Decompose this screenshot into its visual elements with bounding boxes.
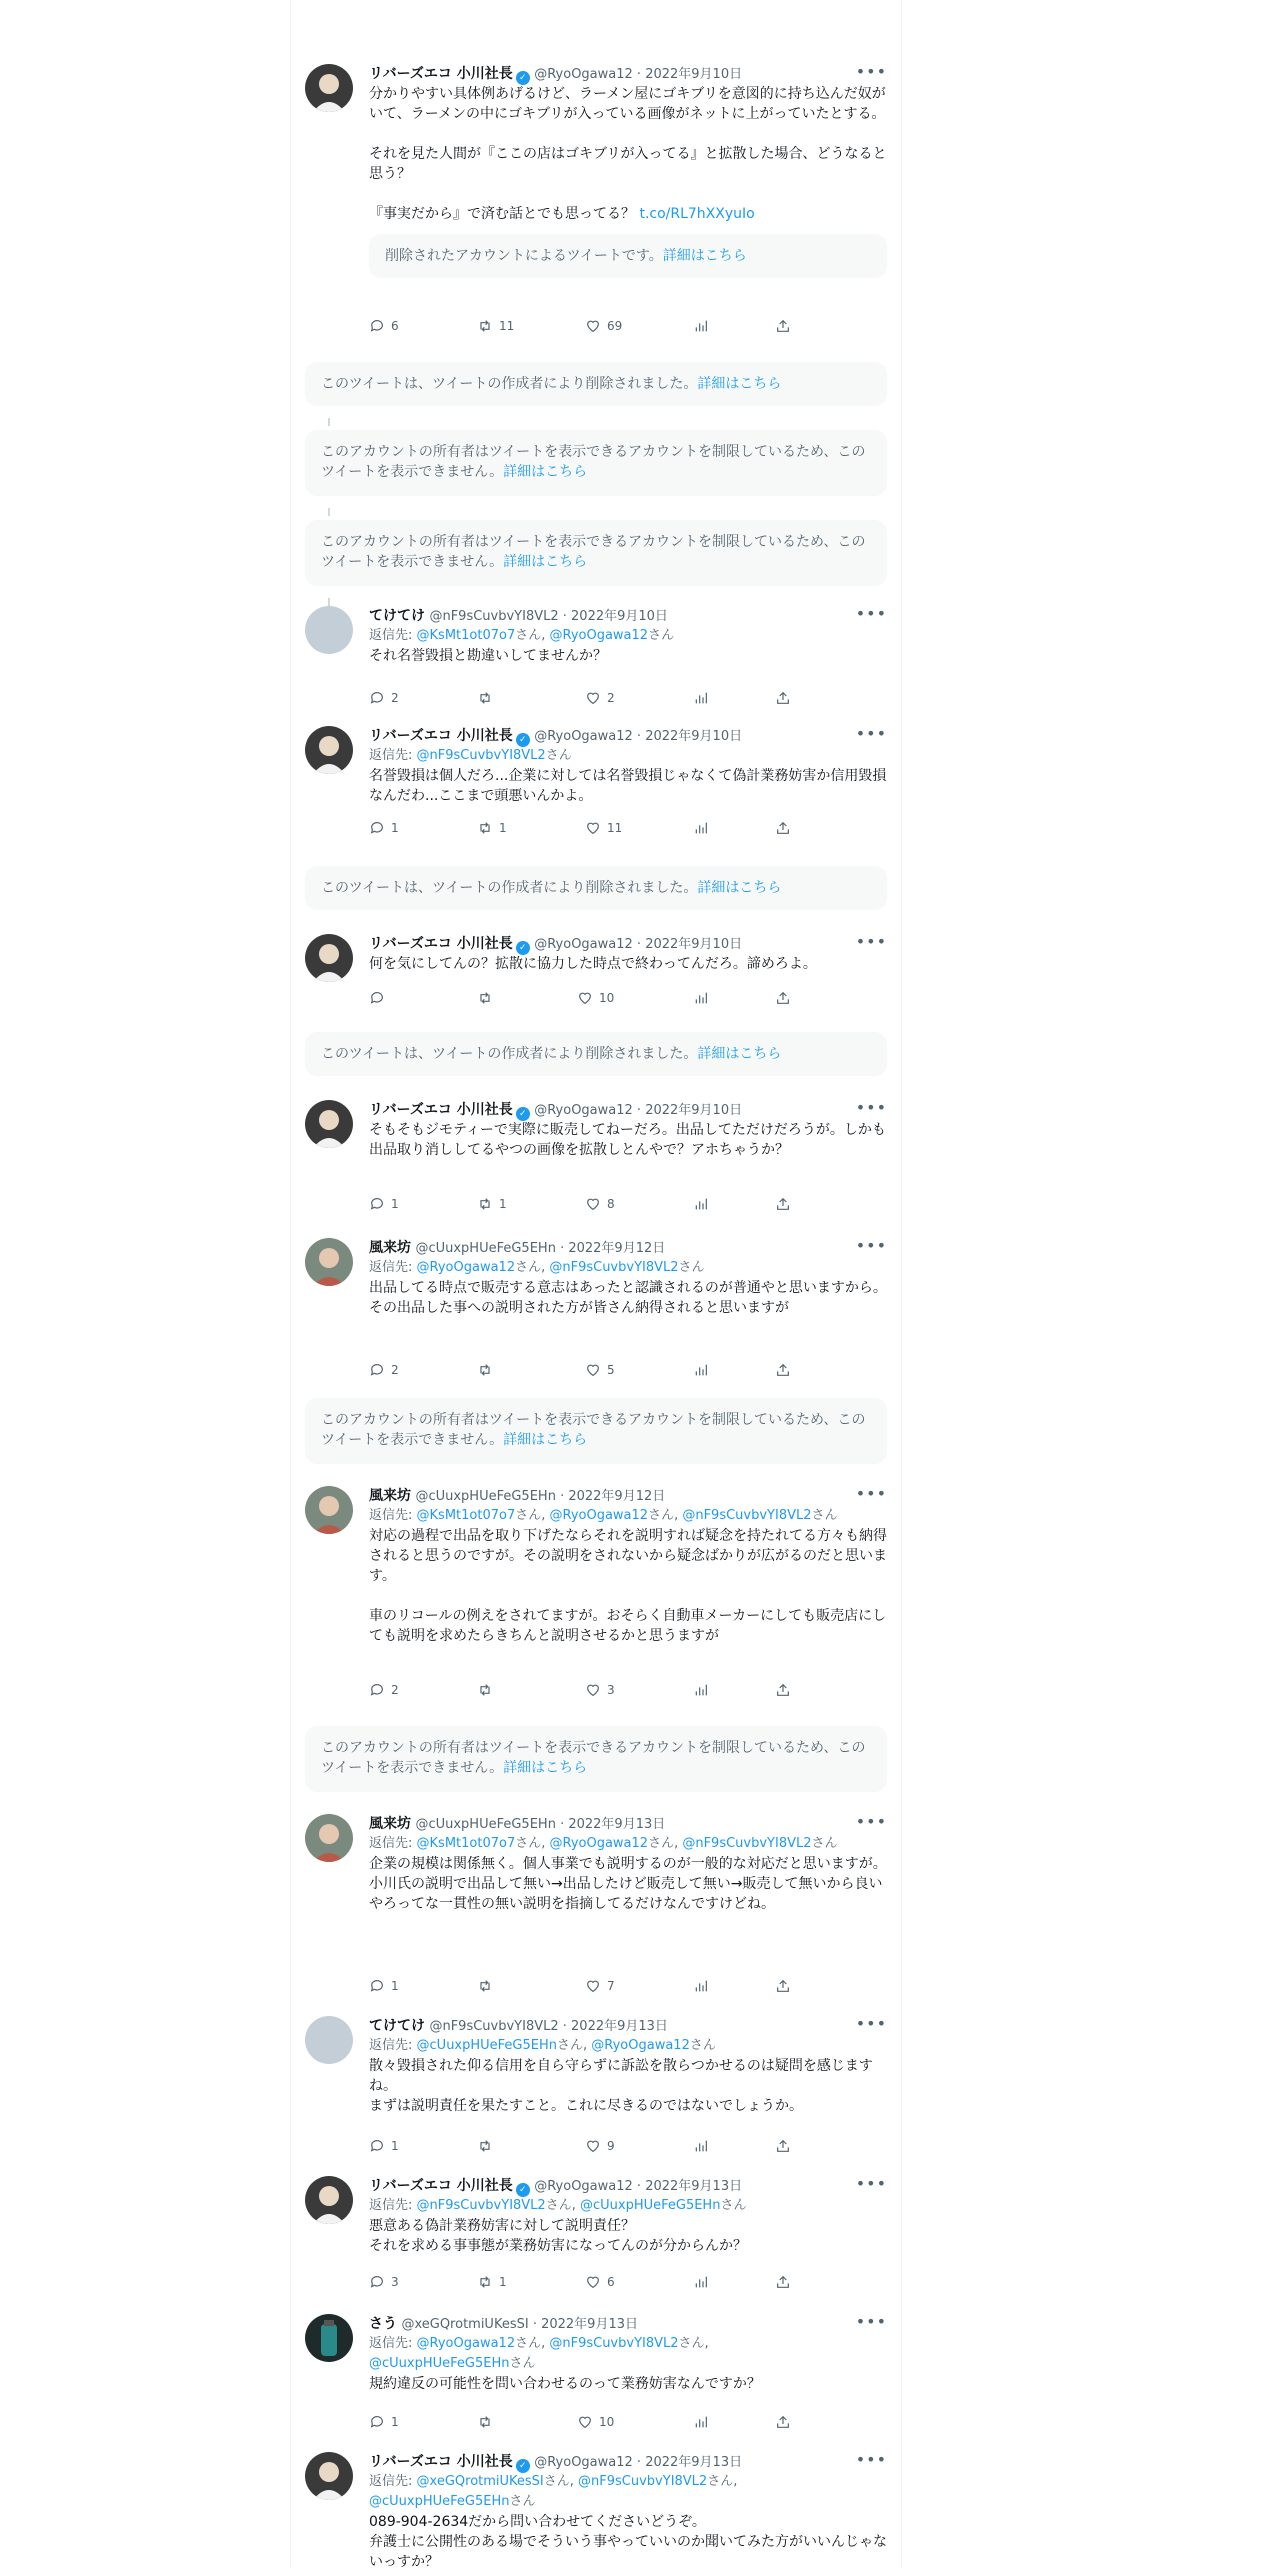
retweet-button[interactable]: 1 <box>477 2274 507 2290</box>
tweet-text: 名誉毀損は個人だろ...企業に対しては名誉毀損じゃなくて偽計業務妨害か信用毀損なんだわ...ここまで頭悪いんかよ。 <box>369 768 887 804</box>
share-icon <box>775 690 791 706</box>
learn-more-link[interactable]: 詳細はこちら <box>503 1760 588 1776</box>
learn-more-link[interactable]: 詳細はこちら <box>662 248 747 264</box>
share-button[interactable] <box>775 1682 791 1698</box>
views-button[interactable] <box>693 1196 709 1212</box>
learn-more-link[interactable]: 詳細はこちら <box>697 880 782 896</box>
analytics-icon <box>693 318 709 334</box>
timestamp[interactable]: 2022年9月10日 <box>645 67 743 82</box>
handle[interactable]: @nF9sCuvbvYI8VL2 <box>429 609 559 624</box>
retweet-icon <box>477 2274 493 2290</box>
avatar[interactable] <box>305 934 353 982</box>
share-button[interactable] <box>775 2414 791 2430</box>
reply-context: 返信先: @nF9sCuvbvYI8VL2さん <box>369 748 572 763</box>
retweet-button[interactable]: 11 <box>477 318 514 334</box>
reply-context: 返信先: @nF9sCuvbvYI8VL2さん, @cUuxpHUeFeG5EHnさん <box>369 2198 747 2213</box>
reply-icon <box>369 318 385 334</box>
mention-link[interactable]: @cUuxpHUeFeG5EHn <box>579 2198 721 2213</box>
reply-context: 返信先: @RyoOgawa12さん, @nF9sCuvbvYI8VL2さん, @cUuxpHUeFeG5EHnさん <box>369 2336 709 2371</box>
views-button[interactable] <box>693 990 709 1006</box>
timestamp[interactable]: 2022年9月13日 <box>645 2179 743 2194</box>
reply-button[interactable]: 2 <box>369 1362 399 1378</box>
reply-button[interactable]: 2 <box>369 690 399 706</box>
tweet-text: それ名誉毀損と勘違いしてませんか？ <box>369 648 607 664</box>
reply-icon <box>369 1682 385 1698</box>
views-button[interactable] <box>693 1362 709 1378</box>
mention-link[interactable]: @RyoOgawa12 <box>416 2336 516 2351</box>
handle[interactable]: @cUuxpHUeFeG5EHn <box>415 1241 556 1256</box>
reply-icon <box>369 690 385 706</box>
tweet[interactable]: リバーズエコ 小川社長 ✓ @RyoOgawa12 · 2022年9月10日 ••• 返信先: @nF9sCuvbvYI8VL2さん 名誉毀損は個人だろ...企業に対しては名誉毀損じゃなくて偽計業務妨害か信用毀損なんだわ...ここまで頭悪いんかよ。 1 1 11 <box>305 726 887 846</box>
share-button[interactable] <box>775 1196 791 1212</box>
like-button[interactable]: 6 <box>585 2274 615 2290</box>
mention-link[interactable]: @RyoOgawa12 <box>549 1508 649 1523</box>
thread-line <box>328 418 330 426</box>
avatar[interactable] <box>305 2016 353 2064</box>
heart-icon <box>585 318 601 334</box>
retweet-button[interactable] <box>477 2138 499 2154</box>
heart-icon <box>577 990 593 1006</box>
share-button[interactable] <box>775 1978 791 1994</box>
timestamp[interactable]: 2022年9月13日 <box>568 1817 666 1832</box>
display-name[interactable]: てけてけ <box>369 608 425 624</box>
share-icon <box>775 1978 791 1994</box>
tweet[interactable]: 風来坊 @cUuxpHUeFeG5EHn · 2022年9月13日 ••• 返信先: @KsMt1ot07o7さん, @RyoOgawa12さん, @nF9sCuvbvYI8VL2さん 企業の規模は関係無く。個人事業でも説明するのが一般的な対応だと思いますが。小川氏の説明で出品して無い→出品したけど販売して無い→販売して無いから良いやろってな一貫性の無い説明を指摘してるだけなんですけどね。 1 7 <box>305 1814 887 1994</box>
mention-link[interactable]: @cUuxpHUeFeG5EHn <box>369 2356 510 2371</box>
display-name[interactable]: 風来坊 <box>369 1816 411 1832</box>
retweet-button[interactable] <box>477 990 499 1006</box>
retweet-icon <box>477 690 493 706</box>
timestamp[interactable]: 2022年9月10日 <box>571 609 668 624</box>
share-button[interactable] <box>775 318 791 334</box>
analytics-icon <box>693 1978 709 1994</box>
more-icon[interactable]: ••• <box>855 1812 887 1831</box>
analytics-icon <box>693 1196 709 1212</box>
tweet[interactable]: 風来坊 @cUuxpHUeFeG5EHn · 2022年9月12日 ••• 返信先: @RyoOgawa12さん, @nF9sCuvbvYI8VL2さん 出品してる時点で販売する意志はあったと認識されるのが普通やと思いますから。その出品した事への説明された方が皆さん納得されると思いますが 2 5 <box>305 1238 887 1388</box>
mention-link[interactable]: @cUuxpHUeFeG5EHn <box>416 2038 558 2053</box>
learn-more-link[interactable]: 詳細はこちら <box>503 464 588 480</box>
share-button[interactable] <box>775 990 791 1006</box>
analytics-icon <box>693 990 709 1006</box>
like-button[interactable]: 8 <box>585 1196 615 1212</box>
like-button[interactable]: 2 <box>585 690 615 706</box>
mention-link[interactable]: @KsMt1ot07o7 <box>416 1508 516 1523</box>
restricted-tweet-notice: このアカウントの所有者はツイートを表示できるアカウントを制限しているため、このツイートを表示できません。詳細はこちら <box>305 1726 887 1792</box>
views-button[interactable] <box>693 1978 709 1994</box>
tweet-text: 対応の過程で出品を取り下げたならそれを説明すれば疑念を持たれてる方々も納得されると思うのですが。その説明をされないから疑念ばかりが広がるのだと思います。 車のリコールの例えをされてますが。おそらく自動車メーカーにしても販売店にしても説明を求めたらきちんと説明させるかと思うますが <box>369 1528 887 1644</box>
learn-more-link[interactable]: 詳細はこちら <box>697 376 782 392</box>
heart-icon <box>585 1362 601 1378</box>
analytics-icon <box>693 2414 709 2430</box>
like-button[interactable]: 9 <box>585 2138 615 2154</box>
more-icon[interactable]: ••• <box>855 2312 887 2331</box>
mention-link[interactable]: @nF9sCuvbvYI8VL2 <box>549 2336 679 2351</box>
retweet-button[interactable] <box>477 1362 499 1378</box>
mention-link[interactable]: @nF9sCuvbvYI8VL2 <box>578 2474 708 2489</box>
views-button[interactable] <box>693 318 709 334</box>
reply-button[interactable]: 2 <box>369 1682 399 1698</box>
avatar[interactable] <box>305 1238 353 1286</box>
quoted-tweet-deleted: 削除されたアカウントによるツイートです。詳細はこちら <box>369 234 887 278</box>
reply-icon <box>369 990 385 1006</box>
share-icon <box>775 1196 791 1212</box>
restricted-tweet-notice: このアカウントの所有者はツイートを表示できるアカウントを制限しているため、このツイートを表示できません。詳細はこちら <box>305 430 887 496</box>
tweet-text: 企業の規模は関係無く。個人事業でも説明するのが一般的な対応だと思いますが。小川氏の説明で出品して無い→出品したけど販売して無い→販売して無いから良いやろってな一貫性の無い説明を指摘してるだけなんですけどね。 <box>369 1856 887 1912</box>
retweet-icon <box>477 990 493 1006</box>
views-button[interactable] <box>693 2138 709 2154</box>
display-name[interactable]: リバーズエコ 小川社長 <box>369 936 513 952</box>
like-button[interactable]: 69 <box>585 318 622 334</box>
tweet-link[interactable]: t.co/RL7hXXyuIo <box>639 206 755 222</box>
action-bar <box>369 1682 887 1702</box>
more-icon[interactable]: ••• <box>855 604 887 623</box>
heart-icon <box>585 1196 601 1212</box>
avatar[interactable] <box>305 1486 353 1534</box>
action-bar <box>369 820 887 840</box>
more-icon[interactable]: ••• <box>855 932 887 951</box>
display-name[interactable]: リバーズエコ 小川社長 <box>369 728 513 744</box>
heart-icon <box>585 2274 601 2290</box>
like-button[interactable]: 5 <box>585 1362 615 1378</box>
display-name[interactable]: さう <box>369 2316 397 2332</box>
avatar[interactable] <box>305 64 353 112</box>
views-button[interactable] <box>693 690 709 706</box>
verified-icon: ✓ <box>516 2183 530 2197</box>
reply-context: 返信先: @KsMt1ot07o7さん, @RyoOgawa12さん <box>369 628 675 643</box>
mention-link[interactable]: @RyoOgawa12 <box>549 628 649 643</box>
avatar[interactable] <box>305 1814 353 1862</box>
handle[interactable]: @cUuxpHUeFeG5EHn <box>415 1489 556 1504</box>
more-icon[interactable]: ••• <box>855 1236 887 1255</box>
reply-context: 返信先: @KsMt1ot07o7さん, @RyoOgawa12さん, @nF9sCuvbvYI8VL2さん <box>369 1836 838 1851</box>
like-button[interactable]: 7 <box>585 1978 615 1994</box>
share-icon <box>775 2414 791 2430</box>
reply-context: 返信先: @cUuxpHUeFeG5EHnさん, @RyoOgawa12さん <box>369 2038 716 2053</box>
timestamp[interactable]: 2022年9月13日 <box>645 2455 743 2470</box>
retweet-button[interactable] <box>477 2414 499 2430</box>
heart-icon <box>585 820 601 836</box>
verified-icon: ✓ <box>516 941 530 955</box>
timestamp[interactable]: 2022年9月12日 <box>568 1489 666 1504</box>
tweet-text: 散々毀損された仰る信用を自ら守らずに訴訟を散らつかせるのは疑問を感じますね。 まずは説明責任を果たすこと。これに尽きるのではないでしょうか。 <box>369 2058 873 2114</box>
share-icon <box>775 2138 791 2154</box>
share-icon <box>775 2274 791 2290</box>
retweet-button[interactable]: 1 <box>477 820 507 836</box>
reply-button[interactable]: 3 <box>369 2274 399 2290</box>
mention-link[interactable]: @nF9sCuvbvYI8VL2 <box>682 1508 812 1523</box>
thread-line <box>328 598 330 606</box>
tweet-text: そもそもジモティーで実際に販売してねーだろ。出品してただけだろうが。しかも出品取り消ししてるやつの画像を拡散しとんやで？アホちゃうか？ <box>369 1122 886 1158</box>
heart-icon <box>585 690 601 706</box>
tweet[interactable]: 風来坊 @cUuxpHUeFeG5EHn · 2022年9月12日 ••• 返信先: @KsMt1ot07o7さん, @RyoOgawa12さん, @nF9sCuvbvYI8VL2さん 対応の過程で出品を取り下げたならそれを説明すれば疑念を持たれてる方々も納得されると思うのですが。その説明をされないから疑念ばかりが広がるのだと思います。 車のリコールの例えをされてますが。おそらく自動車メーカーにしても販売店にしても説明を求めたらきちんと説明させるかと思うますが 2 3 <box>305 1486 887 1686</box>
deleted-tweet-notice: このツイートは、ツイートの作成者により削除されました。詳細はこちら <box>305 866 887 910</box>
display-name[interactable]: 風来坊 <box>369 1240 411 1256</box>
action-bar <box>369 2274 887 2294</box>
heart-icon <box>577 2414 593 2430</box>
timestamp[interactable]: 2022年9月10日 <box>645 937 743 952</box>
retweet-icon <box>477 820 493 836</box>
tweet[interactable]: リバーズエコ 小川社長 ✓ @RyoOgawa12 · 2022年9月13日 ••• 返信先: @xeGQrotmiUKesSIさん, @nF9sCuvbvYI8VL2さん, @cUuxpHUeFeG5EHnさん 089-904-2634だから問い合わせてくださいどうぞ。 弁護士に公開性のある場でそういう事やっていいのか聞いてみた方がいいんじゃないっすか？ <box>305 2452 887 2568</box>
more-icon[interactable]: ••• <box>855 1098 887 1117</box>
share-icon <box>775 990 791 1006</box>
mention-link[interactable]: @xeGQrotmiUKesSI <box>416 2474 544 2489</box>
learn-more-link[interactable]: 詳細はこちら <box>503 1432 588 1448</box>
deleted-tweet-notice: このツイートは、ツイートの作成者により削除されました。詳細はこちら <box>305 362 887 406</box>
thread-line <box>328 508 330 516</box>
handle[interactable]: @RyoOgawa12 <box>534 2455 633 2470</box>
like-button[interactable]: 10 <box>577 990 614 1006</box>
tweet-text: 分かりやすい具体例あげるけど、ラーメン屋にゴキブリを意図的に持ち込んだ奴がいて、ラーメンの中にゴキブリが入っている画像がネットに上がっていたとする。 それを見た人間が『ここの店はゴキブリが入ってる』と拡散した場合、どうなると思う？ 『事実だから』で済む話とでも思ってる？ t.co/RL7hXXyuIo <box>369 86 887 222</box>
timestamp[interactable]: 2022年9月13日 <box>571 2019 668 2034</box>
avatar[interactable] <box>305 2176 353 2224</box>
tweet[interactable]: リバーズエコ 小川社長 ✓ @RyoOgawa12 · 2022年9月10日 ••• 何を気にしてんの？拡散に協力した時点で終わってんだろ。諦めろよ。 10 <box>305 934 887 1014</box>
tweet[interactable]: リバーズエコ 小川社長 ✓ @RyoOgawa12 · 2022年9月13日 ••• 返信先: @nF9sCuvbvYI8VL2さん, @cUuxpHUeFeG5EHnさん 悪意ある偽計業務妨害に対して説明責任？ それを求める事事態が業務妨害になってんのが分からんか？ 3 1 6 <box>305 2176 887 2296</box>
like-button[interactable]: 3 <box>585 1682 615 1698</box>
timestamp[interactable]: 2022年9月10日 <box>645 1103 743 1118</box>
tweet[interactable]: てけてけ @nF9sCuvbvYI8VL2 · 2022年9月13日 ••• 返信先: @cUuxpHUeFeG5EHnさん, @RyoOgawa12さん 散々毀損された仰る信用を自ら守らずに訴訟を散らつかせるのは疑問を感じますね。 まずは説明責任を果たすこと。これに尽きるのではないでしょうか。 1 9 <box>305 2016 887 2146</box>
share-button[interactable] <box>775 2274 791 2290</box>
action-bar <box>369 1362 887 1382</box>
handle[interactable]: @RyoOgawa12 <box>534 1103 633 1118</box>
views-button[interactable] <box>693 2274 709 2290</box>
display-name[interactable]: リバーズエコ 小川社長 <box>369 2454 513 2470</box>
tweet[interactable]: てけてけ @nF9sCuvbvYI8VL2 · 2022年9月10日 ••• 返信先: @KsMt1ot07o7さん, @RyoOgawa12さん それ名誉毀損と勘違いしてませんか？ 2 2 <box>305 606 887 716</box>
tweet-text: 規約違反の可能性を問い合わせるのって業務妨害なんですか？ <box>369 2376 761 2392</box>
learn-more-link[interactable]: 詳細はこちら <box>697 1046 782 1062</box>
retweet-icon <box>477 318 493 334</box>
timestamp[interactable]: 2022年9月10日 <box>645 729 743 744</box>
mention-link[interactable]: @RyoOgawa12 <box>591 2038 690 2053</box>
share-button[interactable] <box>775 690 791 706</box>
display-name[interactable]: てけてけ <box>369 2018 425 2034</box>
reply-button[interactable]: 1 <box>369 2138 399 2154</box>
share-icon <box>775 1362 791 1378</box>
display-name[interactable]: リバーズエコ 小川社長 <box>369 66 513 82</box>
tweet[interactable]: リバーズエコ 小川社長 ✓ @RyoOgawa12 · 2022年9月10日 ••• そもそもジモティーで実際に販売してねーだろ。出品してただけだろうが。しかも出品取り消ししてるやつの画像を拡散しとんやで？アホちゃうか？ 1 1 8 <box>305 1100 887 1220</box>
heart-icon <box>585 1682 601 1698</box>
verified-icon: ✓ <box>516 2459 530 2473</box>
retweet-icon <box>477 2414 493 2430</box>
retweet-icon <box>477 1196 493 1212</box>
avatar[interactable] <box>305 2314 353 2362</box>
more-icon[interactable]: ••• <box>855 724 887 743</box>
verified-icon: ✓ <box>516 1107 530 1121</box>
handle[interactable]: @nF9sCuvbvYI8VL2 <box>429 2019 559 2034</box>
action-bar <box>369 2138 887 2158</box>
reply-button[interactable]: 6 <box>369 318 399 334</box>
reply-button[interactable]: 1 <box>369 1196 399 1212</box>
action-bar <box>369 690 887 710</box>
analytics-icon <box>693 2138 709 2154</box>
tweet[interactable]: リバーズエコ 小川社長 ✓ @RyoOgawa12 · 2022年9月10日 ••• 分かりやすい具体例あげるけど、ラーメン屋にゴキブリを意図的に持ち込んだ奴がいて、ラーメンの中にゴキブリが入っている画像がネットに上がっていたとする。 それを見た人間が『ここの店はゴキブリが入ってる』と拡散した場合、どうなると思う？ 『事実だから』で済む話とでも思ってる？ t.co/RL7hXXyuIo 削除されたアカウントによるツイートです。詳細はこちら 6 11 69 <box>305 64 887 354</box>
reply-icon <box>369 2414 385 2430</box>
views-button[interactable] <box>693 820 709 836</box>
mention-link[interactable]: @nF9sCuvbvYI8VL2 <box>416 2198 546 2213</box>
action-bar <box>369 2414 887 2434</box>
reply-button[interactable]: 1 <box>369 2414 399 2430</box>
reply-icon <box>369 1978 385 1994</box>
reply-context: 返信先: @xeGQrotmiUKesSIさん, @nF9sCuvbvYI8VL2さん, @cUuxpHUeFeG5EHnさん <box>369 2474 738 2509</box>
retweet-button[interactable] <box>477 1978 499 1994</box>
action-bar <box>369 318 887 338</box>
analytics-icon <box>693 1362 709 1378</box>
handle[interactable]: @xeGQrotmiUKesSI <box>401 2317 529 2332</box>
mention-link[interactable]: @KsMt1ot07o7 <box>416 1836 516 1851</box>
more-icon[interactable]: ••• <box>855 2014 887 2033</box>
retweet-icon <box>477 1362 493 1378</box>
handle[interactable]: @cUuxpHUeFeG5EHn <box>415 1817 556 1832</box>
action-bar <box>369 990 887 1010</box>
handle[interactable]: @RyoOgawa12 <box>534 937 633 952</box>
restricted-tweet-notice: このアカウントの所有者はツイートを表示できるアカウントを制限しているため、このツイートを表示できません。詳細はこちら <box>305 1398 887 1464</box>
action-bar <box>369 1978 887 1998</box>
like-button[interactable]: 10 <box>577 2414 614 2430</box>
reply-icon <box>369 2138 385 2154</box>
share-icon <box>775 820 791 836</box>
timestamp[interactable]: 2022年9月13日 <box>541 2317 638 2332</box>
share-button[interactable] <box>775 820 791 836</box>
more-icon[interactable]: ••• <box>855 2452 887 2469</box>
share-icon <box>775 318 791 334</box>
deleted-tweet-notice: このツイートは、ツイートの作成者により削除されました。詳細はこちら <box>305 1032 887 1076</box>
retweet-button[interactable] <box>477 1682 499 1698</box>
analytics-icon <box>693 820 709 836</box>
views-button[interactable] <box>693 2414 709 2430</box>
timestamp[interactable]: 2022年9月12日 <box>568 1241 666 1256</box>
mention-link[interactable]: @nF9sCuvbvYI8VL2 <box>682 1836 812 1851</box>
heart-icon <box>585 2138 601 2154</box>
retweet-button[interactable]: 1 <box>477 1196 507 1212</box>
like-button[interactable]: 11 <box>585 820 622 836</box>
views-button[interactable] <box>693 1682 709 1698</box>
reply-button[interactable]: 1 <box>369 1978 399 1994</box>
reply-icon <box>369 2274 385 2290</box>
more-icon[interactable]: ••• <box>855 62 887 81</box>
more-icon[interactable]: ••• <box>855 1484 887 1503</box>
action-bar <box>369 1196 887 1216</box>
reply-icon <box>369 1362 385 1378</box>
retweet-button[interactable] <box>477 690 499 706</box>
heart-icon <box>585 1978 601 1994</box>
analytics-icon <box>693 690 709 706</box>
reply-icon <box>369 1196 385 1212</box>
reply-button[interactable]: 1 <box>369 820 399 836</box>
handle[interactable]: @RyoOgawa12 <box>534 67 633 82</box>
avatar[interactable] <box>305 606 353 654</box>
mention-link[interactable]: @RyoOgawa12 <box>549 1836 649 1851</box>
share-button[interactable] <box>775 1362 791 1378</box>
mention-link[interactable]: @nF9sCuvbvYI8VL2 <box>549 1260 679 1275</box>
mention-link[interactable]: @cUuxpHUeFeG5EHn <box>369 2494 510 2509</box>
analytics-icon <box>693 1682 709 1698</box>
tweet-text: 出品してる時点で販売する意志はあったと認識されるのが普通やと思いますから。その出品した事への説明された方が皆さん納得されると思いますが <box>369 1280 887 1316</box>
verified-icon: ✓ <box>516 733 530 747</box>
avatar[interactable] <box>305 1100 353 1148</box>
share-button[interactable] <box>775 2138 791 2154</box>
avatar[interactable] <box>305 2452 353 2500</box>
reply-button[interactable] <box>369 990 391 1006</box>
mention-link[interactable]: @RyoOgawa12 <box>416 1260 516 1275</box>
avatar[interactable] <box>305 726 353 774</box>
reply-context: 返信先: @RyoOgawa12さん, @nF9sCuvbvYI8VL2さん <box>369 1260 705 1275</box>
reply-context: 返信先: @KsMt1ot07o7さん, @RyoOgawa12さん, @nF9sCuvbvYI8VL2さん <box>369 1508 838 1523</box>
restricted-tweet-notice: このアカウントの所有者はツイートを表示できるアカウントを制限しているため、このツイートを表示できません。詳細はこちら <box>305 520 887 586</box>
tweet-text: 悪意ある偽計業務妨害に対して説明責任？ それを求める事事態が業務妨害になってんのが分からんか？ <box>369 2218 747 2254</box>
retweet-icon <box>477 1682 493 1698</box>
share-icon <box>775 1682 791 1698</box>
tweet-text: 089-904-2634だから問い合わせてくださいどうぞ。 弁護士に公開性のある場でそういう事やっていいのか聞いてみた方がいいんじゃないっすか？ <box>369 2514 887 2568</box>
retweet-icon <box>477 2138 493 2154</box>
tweet-text: 何を気にしてんの？拡散に協力した時点で終わってんだろ。諦めろよ。 <box>369 956 817 972</box>
display-name[interactable]: リバーズエコ 小川社長 <box>369 1102 513 1118</box>
display-name[interactable]: リバーズエコ 小川社長 <box>369 2178 513 2194</box>
handle[interactable]: @RyoOgawa12 <box>534 729 633 744</box>
learn-more-link[interactable]: 詳細はこちら <box>503 554 588 570</box>
mention-link[interactable]: @nF9sCuvbvYI8VL2 <box>416 748 546 763</box>
handle[interactable]: @RyoOgawa12 <box>534 2179 633 2194</box>
mention-link[interactable]: @KsMt1ot07o7 <box>416 628 516 643</box>
analytics-icon <box>693 2274 709 2290</box>
more-icon[interactable]: ••• <box>855 2174 887 2193</box>
tweet[interactable]: さう @xeGQrotmiUKesSI · 2022年9月13日 ••• 返信先: @RyoOgawa12さん, @nF9sCuvbvYI8VL2さん, @cUuxpHUeFeG5EHnさん 規約違反の可能性を問い合わせるのって業務妨害なんですか？ 1 10 <box>305 2314 887 2438</box>
reply-icon <box>369 820 385 836</box>
retweet-icon <box>477 1978 493 1994</box>
verified-icon: ✓ <box>516 71 530 85</box>
display-name[interactable]: 風来坊 <box>369 1488 411 1504</box>
